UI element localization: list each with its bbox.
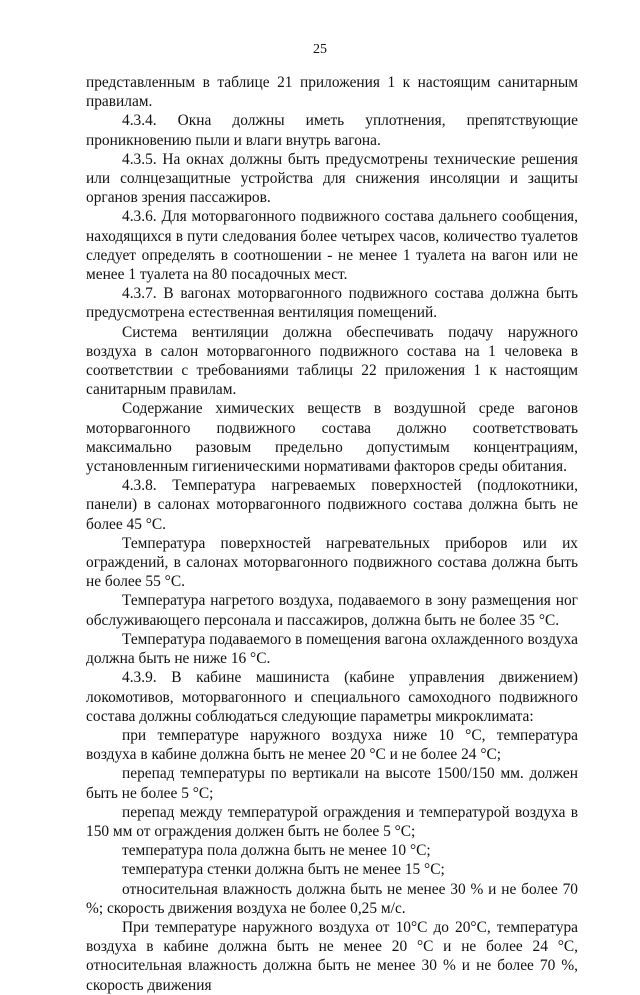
paragraph-ventilation: Система вентиляции должна обеспечивать подачу наружного воздуха в салон моторвагонного подвижного состава на 1 человека в соответствии с требованиями таблицы 22 приложения 1 к настоящим санитарным правилам. [86,323,578,399]
paragraph-heaters: Температура поверхностей нагревательных приборов или их ограждений, в салонах моторвагонного подвижного состава должна быть не более 55 °С. [86,534,578,591]
paragraph-4-3-5: 4.3.5. На окнах должны быть предусмотрены технические решения или солнцезащитные устройства для снижения инсоляции и защиты органов зрения пассажиров. [86,150,578,207]
paragraph-4-3-6: 4.3.6. Для моторвагонного подвижного состава дальнего сообщения, находящихся в пути следования более четырех часов, количество туалетов следует определять в соотношении - не менее 1 туалета на вагон или не менее 1 туалета на 80 посадочных мест. [86,208,578,284]
paragraph-vertical-gradient: перепад температуры по вертикали на высоте 1500/150 мм. должен быть не более 5 °С; [86,765,578,802]
paragraph-cabin-temperature: при температуре наружного воздуха ниже 10 °С, температура воздуха в кабине должна быть не менее 20 °С и не более 24 °С; [86,726,578,764]
paragraph-wall-difference: перепад между температурой ограждения и температурой воздуха в 150 мм от ограждения должен быть не более 5 °С; [86,803,578,840]
paragraph-wall-temperature: температура стенки должна быть не менее 15 °С; [122,861,445,879]
paragraph-4-3-7: 4.3.7. В вагонах моторвагонного подвижного состава должна быть предусмотрена естественная вентиляция помещений. [86,285,578,322]
paragraph-heated-air: Температура нагретого воздуха, подаваемого в зону размещения ног обслуживающего персонала и пассажиров, должна быть не более 35 °С. [86,592,578,629]
paragraph-humidity: относительная влажность должна быть не менее 30 % и не более 70 %; скорость движения воздуха не более 0,25 м/с. [86,880,578,917]
paragraph-cooled-air: Температура подаваемого в помещения вагона охлажденного воздуха должна быть не ниже 16 °С. [86,630,578,668]
document-body [86,73,578,995]
paragraph-continuation: представленным в таблице 21 приложения 1 к настоящим санитарным правилам. [86,74,578,111]
paragraph-chemicals: Содержание химических веществ в воздушной среде вагонов моторвагонного подвижного состава должно соответствовать максимально разовым предельно допустимым концентрациям, установленным гигиеническими нормативами факторов среды обитания. [86,400,578,476]
paragraph-outdoor-10-20: При температуре наружного воздуха от 10°С до 20°С, температура воздуха в кабине должна быть не менее 20 °С и не более 24 °С, относительная влажность должна быть не менее 30 % и не более 70 %, скорость движения [86,918,578,994]
page-number: 25 [313,42,327,57]
paragraph-floor-temperature: температура пола должна быть не менее 10 °С; [122,842,431,860]
paragraph-4-3-8: 4.3.8. Температура нагреваемых поверхностей (подлокотники, панели) в салонах моторвагонного подвижного состава должна быть не более 45 °С. [86,477,578,533]
paragraph-4-3-4: 4.3.4. Окна должны иметь уплотнения, препятствующие проникновению пыли и влаги внутрь вагона. [86,112,578,149]
paragraph-4-3-9: 4.3.9. В кабине машиниста (кабине управления движением) локомотивов, моторвагонного и специального самоходного подвижного состава должны соблюдаться следующие параметры микроклимата: [86,669,578,725]
